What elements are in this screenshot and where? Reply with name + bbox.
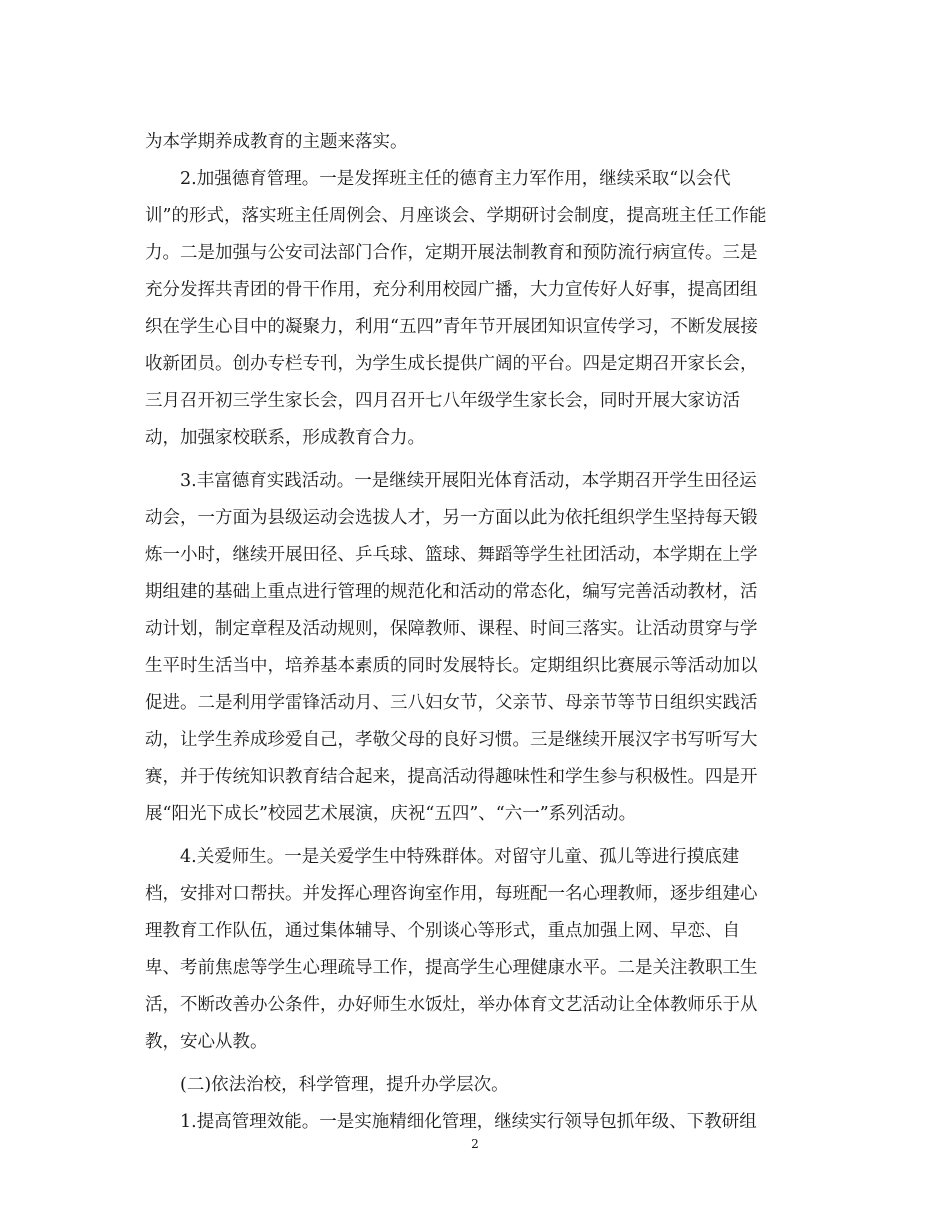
text-line: 三月召开初三学生家长会，四月召开七八年级学生家长会，同时开展大家访活	[145, 391, 740, 411]
text-line: 力。二是加强与公安司法部门合作，定期开展法制教育和预防流行病宣传。三是	[145, 243, 758, 263]
text-line: 展“阳光下成长”校园艺术展演，庆祝“五四”、“六一”系列活动。	[145, 804, 637, 824]
text-line: 炼一小时，继续开展田径、乒乓球、篮球、舞蹈等学生社团活动，本学期在上学	[145, 545, 758, 565]
text-line: 织在学生心目中的凝聚力，利用“五四”青年节开展团知识宣传学习，不断发展接	[145, 317, 758, 337]
text-line: 档，安排对口帮扶。并发挥心理咨询室作用，每班配一名心理教师，逐步组建心	[145, 884, 758, 904]
paragraph-heading: 2.加强德育管理。一是发挥班主任的德育主力军作用，继续采取“以会代	[180, 169, 731, 189]
paragraph-heading: 4.关爱师生。一是关爱学生中特殊群体。对留守儿童、孤儿等进行摸底建	[180, 847, 740, 867]
text-line: 赛，并于传统知识教育结合起来，提高活动得趣味性和学生参与积极性。四是开	[145, 767, 758, 787]
text-line: 训”的形式，落实班主任周例会、月座谈会、学期研讨会制度，提高班主任工作能	[145, 206, 767, 226]
text-line: 动，让学生养成珍爱自己，孝敬父母的良好习惯。三是继续开展汉字书写听写大	[145, 730, 758, 750]
text-line: 生平时生活当中，培养基本素质的同时发展特长。定期组织比赛展示等活动加以	[145, 656, 758, 676]
text-line: 活，不断改善办公条件，办好师生水饭灶，举办体育文艺活动让全体教师乐于从	[145, 995, 758, 1015]
text-line: 充分发挥共青团的骨干作用，充分利用校园广播，大力宣传好人好事，提高团组	[145, 280, 758, 300]
text-line: 动，加强家校联系，形成教育合力。	[145, 428, 425, 448]
section-heading: (二)依法治校，科学管理，提升办学层次。	[180, 1075, 509, 1095]
text-line: 教，安心从教。	[145, 1032, 268, 1052]
text-line: 卑、考前焦虑等学生心理疏导工作，提高学生心理健康水平。二是关注教职工生	[145, 958, 758, 978]
text-line: 促进。二是利用学雷锋活动月、三八妇女节，父亲节、母亲节等节日组织实践活	[145, 693, 758, 713]
paragraph-heading: 3.丰富德育实践活动。一是继续开展阳光体育活动，本学期召开学生田径运	[180, 471, 757, 491]
text-line: 收新团员。创办专栏专刊，为学生成长提供广阔的平台。四是定期召开家长会，	[145, 354, 758, 374]
text-line: 期组建的基础上重点进行管理的规范化和活动的常态化，编写完善活动教材，活	[145, 582, 758, 602]
text-line: 为本学期养成教育的主题来落实。	[145, 132, 408, 152]
paragraph-heading: 1.提高管理效能。一是实施精细化管理，继续实行领导包抓年级、下教研组	[180, 1112, 757, 1132]
text-line: 动计划，制定章程及活动规则，保障教师、课程、时间三落实。让活动贯穿与学	[145, 619, 758, 639]
text-line: 理教育工作队伍，通过集体辅导、个别谈心等形式，重点加强上网、早恋、自	[145, 921, 740, 941]
text-line: 动会，一方面为县级运动会选拔人才，另一方面以此为依托组织学生坚持每天锻	[145, 508, 758, 528]
page-number: 2	[471, 1137, 479, 1151]
